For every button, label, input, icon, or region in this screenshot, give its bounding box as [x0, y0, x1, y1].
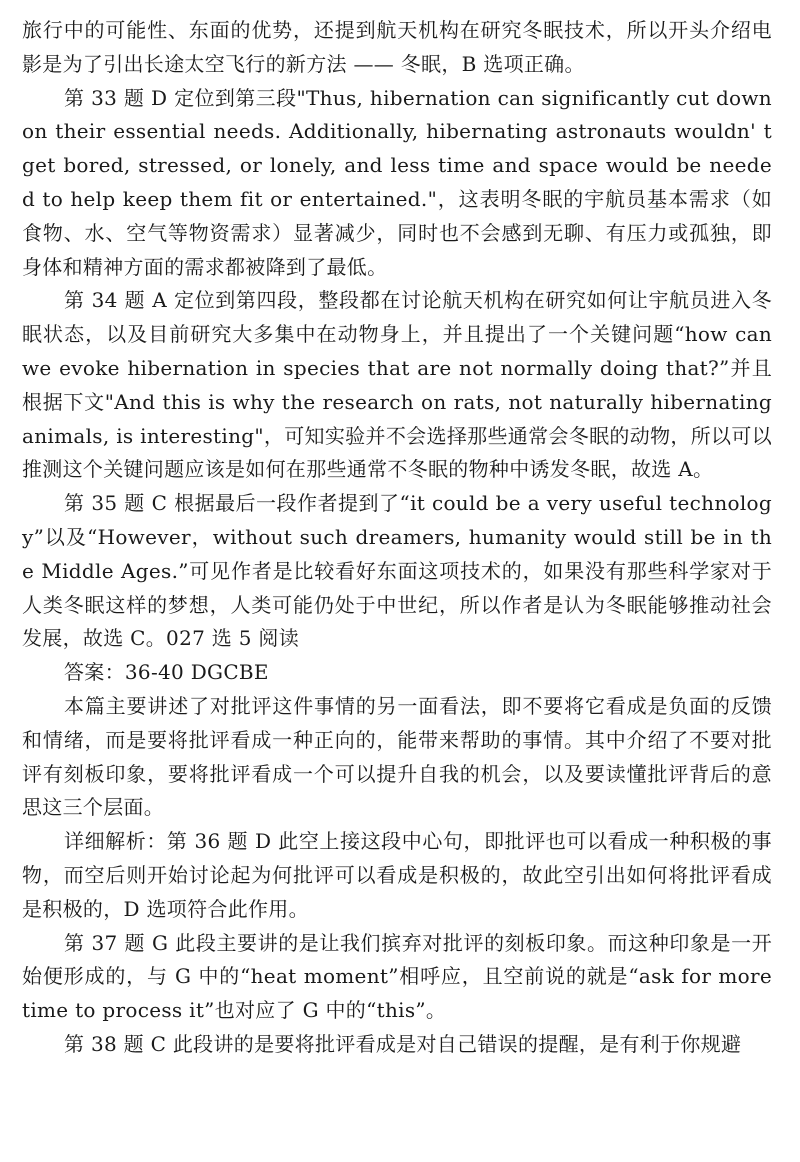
paragraph-q38: 第 38 题 C 此段讲的是要将批评看成是对自己错误的提醒，是有利于你规避 — [64, 1031, 742, 1056]
paragraph-q35: 第 35 题 C 根据最后一段作者提到了“it could be a very useful technology”以及“However，without such dreamers, humanity would still be in the Middle Ages.”可见作者是比较看好东面这项技术的，如果没有那些科学家对于人类冬眠这样的梦想，人类可能仍处于中世纪，所以作者是认为冬眠能够推动社会发展，故选 C。027 选 5 阅读 — [22, 491, 772, 651]
paragraph-answers: 答案：36-40 DGCBE — [64, 660, 269, 685]
paragraph-summary: 本篇主要讲述了对批评这件事情的另一面看法，即不要将它看成是负面的反馈和情绪，而是要将批评看成一种正向的，能带来帮助的事情。其中介绍了不要对批评有刻板印象，要将批评看成一个可以提升自我的机会，以及要读懂批评背后的意思这三个层面。 — [22, 693, 772, 820]
paragraph-q36: 详细解析：第 36 题 D 此空上接这段中心句，即批评也可以看成一种积极的事物，而空后则开始讨论起为何批评可以看成是积极的，故此空引出如何将批评看成是积极的，D 选项符合此作用。 — [22, 829, 772, 921]
paragraph-q33: 第 33 题 D 定位到第三段"Thus, hibernation can significantly cut down on their essential needs. Additionally, hibernating astronauts wouldn' t get bored, stressed, or lonely, and less time and space would be needed to help keep them fit or entertained."，这表明冬眠的宇航员基本需求（如食物、水、空气等物资需求）显著减少，同时也不会感到无聊、有压力或孤独，即身体和精神方面的需求都被降到了最低。 — [22, 85, 772, 279]
paragraph-q32-continuation: 旅行中的可能性、东面的优势，还提到航天机构在研究冬眠技术，所以开头介绍电影是为了引出长途太空飞行的新方法 —— 冬眠，B 选项正确。 — [22, 18, 772, 76]
paragraph-q34: 第 34 题 A 定位到第四段，整段都在讨论航天机构在研究如何让宇航员进入冬眠状态，以及目前研究大多集中在动物身上，并且提出了一个关键问题“how can we evoke hibernation in species that are not normally doing that?”并且根据下文"And this is why the research on rats, not naturally hibernating animals, is interesting"，可知实验并不会选择那些通常会冬眠的动物，所以可以推测这个关键问题应该是如何在那些通常不冬眠的物种中诱发冬眠，故选 A。 — [22, 288, 772, 482]
paragraph-q37: 第 37 题 G 此段主要讲的是让我们摈弃对批评的刻板印象。而这种印象是一开始便形成的，与 G 中的“heat moment”相呼应，且空前说的就是“ask for more time to process it”也对应了 G 中的“this”。 — [22, 930, 772, 1023]
